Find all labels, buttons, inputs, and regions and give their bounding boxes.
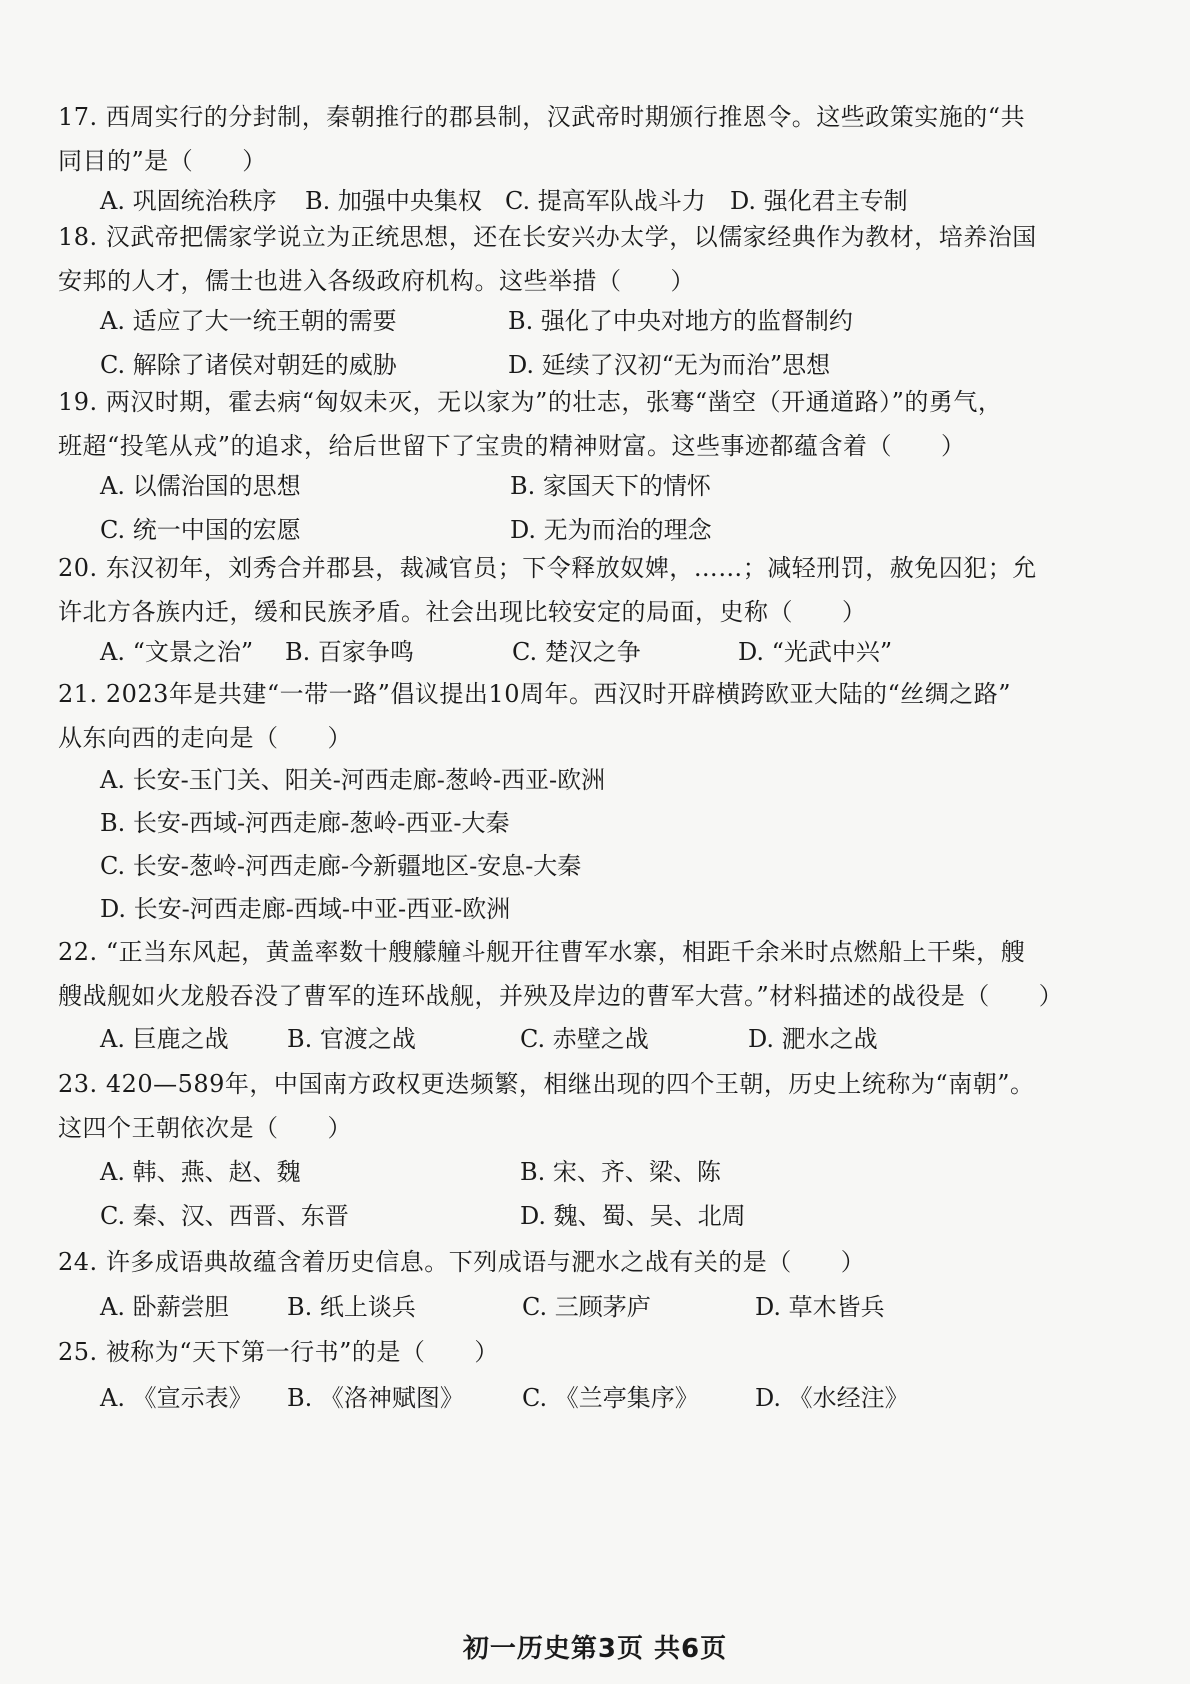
option-17-d[interactable]: D. 强化君主专制 bbox=[730, 187, 908, 215]
option-20-b[interactable]: B. 百家争鸣 bbox=[285, 638, 414, 666]
option-23-b[interactable]: B. 宋、齐、梁、陈 bbox=[520, 1158, 721, 1186]
option-19-a[interactable]: A. 以儒治国的思想 bbox=[100, 472, 301, 500]
option-25-a[interactable]: A. 《宣示表》 bbox=[100, 1384, 253, 1412]
question-18 bbox=[58, 215, 1088, 303]
question-22-line-2: 艘战舰如火龙般吞没了曹军的连环战舰，并殃及岸边的曹军大营。”材料描述的战役是（ ） bbox=[58, 982, 1064, 1010]
question-20-options bbox=[100, 630, 1090, 674]
question-19 bbox=[58, 380, 1088, 468]
question-19-options bbox=[100, 464, 1090, 552]
question-25 bbox=[58, 1330, 1088, 1374]
page-footer: 初一历史第3页 共6页 bbox=[462, 1634, 728, 1664]
question-19-line-1: 19. 两汉时期，霍去病“匈奴未灭，无以家为”的壮志，张骞“凿空（开通道路）”的勇气， bbox=[58, 388, 1003, 416]
option-21-d[interactable]: D. 长安-河西走廊-西域-中亚-西亚-欧洲 bbox=[100, 895, 511, 923]
option-24-b[interactable]: B. 纸上谈兵 bbox=[287, 1293, 416, 1321]
question-17-line-2: 同目的”是（ ） bbox=[58, 147, 267, 175]
option-21-b[interactable]: B. 长安-西域-河西走廊-葱岭-西亚-大秦 bbox=[100, 809, 510, 837]
question-23 bbox=[58, 1062, 1088, 1150]
option-21-c[interactable]: C. 长安-葱岭-河西走廊-今新疆地区-安息-大秦 bbox=[100, 852, 582, 880]
option-23-c[interactable]: C. 秦、汉、西晋、东晋 bbox=[100, 1202, 349, 1230]
question-17-line-1: 17. 西周实行的分封制，秦朝推行的郡县制，汉武帝时期颁行推恩令。这些政策实施的“共 bbox=[58, 103, 1026, 131]
question-21-options bbox=[100, 758, 1090, 930]
question-24 bbox=[58, 1240, 1088, 1284]
question-23-line-1: 23. 420—589年，中国南方政权更迭频繁，相继出现的四个王朝，历史上统称为“南朝”。 bbox=[58, 1070, 1035, 1098]
question-21-line-2: 从东向西的走向是（ ） bbox=[58, 724, 352, 752]
question-18-line-2: 安邦的人才，儒士也进入各级政府机构。这些举措（ ） bbox=[58, 267, 695, 295]
question-22-line-1: 22. “正当东风起，黄盖率数十艘艨艟斗舰开往曹军水寨，相距千余米时点燃船上干柴，艘 bbox=[58, 938, 1026, 966]
option-17-a[interactable]: A. 巩固统治秩序 bbox=[100, 187, 277, 215]
question-21 bbox=[58, 672, 1088, 760]
option-18-c[interactable]: C. 解除了诸侯对朝廷的威胁 bbox=[100, 351, 397, 379]
question-21-line-1: 21. 2023年是共建“一带一路”倡议提出10周年。西汉时开辟横跨欧亚大陆的“丝绸之路” bbox=[58, 680, 1012, 708]
question-22-options bbox=[100, 1017, 1090, 1061]
option-25-d[interactable]: D. 《水经注》 bbox=[755, 1384, 909, 1412]
question-17 bbox=[58, 95, 1088, 183]
question-24-options bbox=[100, 1285, 1090, 1329]
question-25-options bbox=[100, 1376, 1090, 1420]
option-24-c[interactable]: C. 三顾茅庐 bbox=[522, 1293, 651, 1321]
option-22-d[interactable]: D. 淝水之战 bbox=[748, 1025, 878, 1053]
option-22-a[interactable]: A. 巨鹿之战 bbox=[100, 1025, 229, 1053]
question-20-line-2: 许北方各族内迁，缓和民族矛盾。社会出现比较安定的局面，史称（ ） bbox=[58, 598, 867, 626]
option-18-d[interactable]: D. 延续了汉初“无为而治”思想 bbox=[508, 351, 831, 379]
option-22-c[interactable]: C. 赤壁之战 bbox=[520, 1025, 649, 1053]
option-21-a[interactable]: A. 长安-玉门关、阳关-河西走廊-葱岭-西亚-欧洲 bbox=[100, 766, 606, 794]
option-25-c[interactable]: C. 《兰亭集序》 bbox=[522, 1384, 699, 1412]
option-25-b[interactable]: B. 《洛神赋图》 bbox=[287, 1384, 464, 1412]
question-18-line-1: 18. 汉武帝把儒家学说立为正统思想，还在长安兴办太学，以儒家经典作为教材，培养治国 bbox=[58, 223, 1037, 251]
question-18-options bbox=[100, 299, 1090, 387]
option-24-d[interactable]: D. 草木皆兵 bbox=[755, 1293, 885, 1321]
option-23-d[interactable]: D. 魏、蜀、吴、北周 bbox=[520, 1202, 746, 1230]
question-20 bbox=[58, 546, 1088, 634]
option-23-a[interactable]: A. 韩、燕、赵、魏 bbox=[100, 1158, 301, 1186]
question-20-line-1: 20. 东汉初年，刘秀合并郡县，裁减官员；下令释放奴婢，……；减轻刑罚，赦免囚犯；允 bbox=[58, 554, 1037, 582]
option-17-c[interactable]: C. 提高军队战斗力 bbox=[505, 187, 706, 215]
option-20-d[interactable]: D. “光武中兴” bbox=[738, 638, 893, 666]
option-20-a[interactable]: A. “文景之治” bbox=[100, 638, 254, 666]
question-25-line-1: 25. 被称为“天下第一行书”的是（ ） bbox=[58, 1338, 499, 1366]
question-24-line-1: 24. 许多成语典故蕴含着历史信息。下列成语与淝水之战有关的是（ ） bbox=[58, 1248, 866, 1276]
option-22-b[interactable]: B. 官渡之战 bbox=[287, 1025, 416, 1053]
option-18-a[interactable]: A. 适应了大一统王朝的需要 bbox=[100, 307, 397, 335]
question-19-line-2: 班超“投笔从戎”的追求，给后世留下了宝贵的精神财富。这些事迹都蕴含着（ ） bbox=[58, 432, 966, 460]
question-23-options bbox=[100, 1150, 1090, 1238]
option-19-b[interactable]: B. 家国天下的情怀 bbox=[510, 472, 711, 500]
option-19-c[interactable]: C. 统一中国的宏愿 bbox=[100, 516, 301, 544]
option-19-d[interactable]: D. 无为而治的理念 bbox=[510, 516, 712, 544]
option-24-a[interactable]: A. 卧薪尝胆 bbox=[100, 1293, 229, 1321]
question-22 bbox=[58, 930, 1088, 1018]
option-20-c[interactable]: C. 楚汉之争 bbox=[512, 638, 641, 666]
option-18-b[interactable]: B. 强化了中央对地方的监督制约 bbox=[508, 307, 853, 335]
option-17-b[interactable]: B. 加强中央集权 bbox=[305, 187, 482, 215]
question-23-line-2: 这四个王朝依次是（ ） bbox=[58, 1114, 352, 1142]
